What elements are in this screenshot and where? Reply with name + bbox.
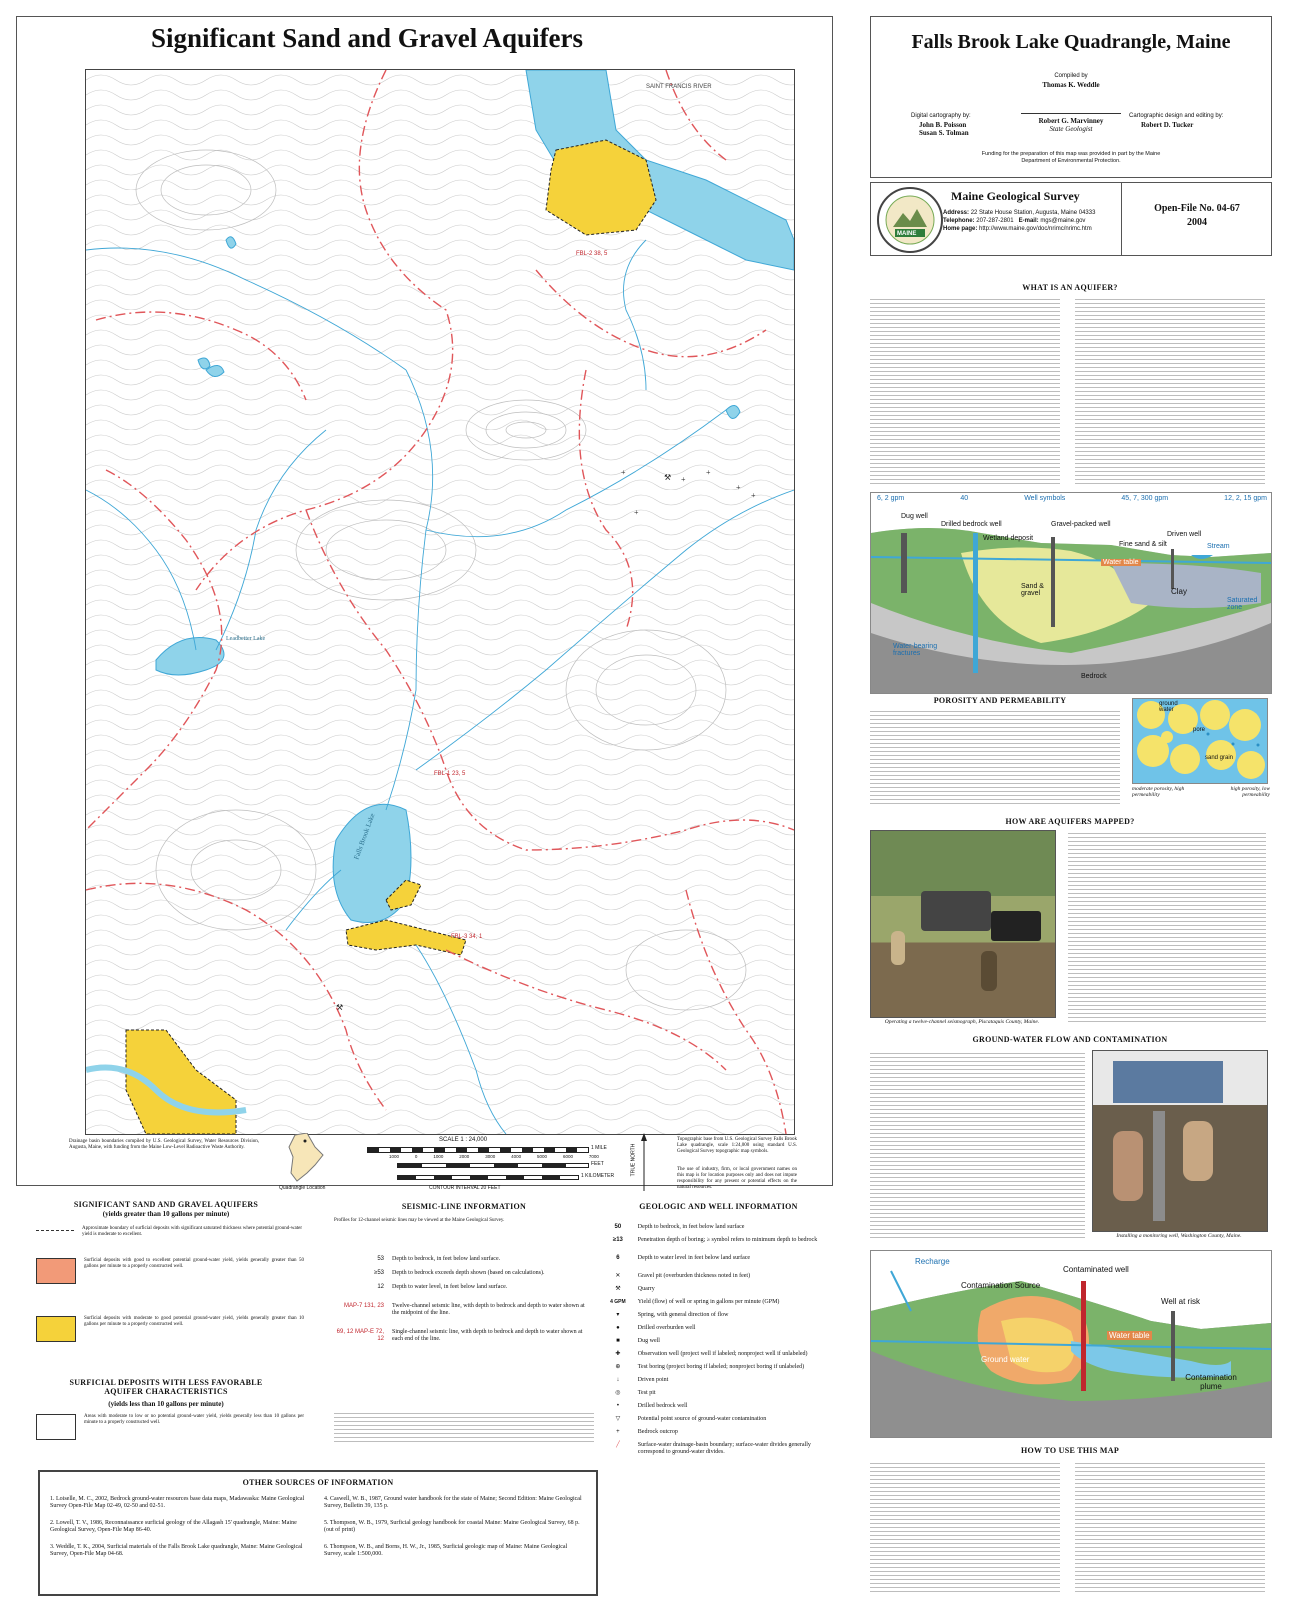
label-plume: Contamination plume <box>1185 1373 1237 1391</box>
section-seismic: SEISMIC-LINE INFORMATION <box>401 1202 527 1211</box>
map-panel <box>16 16 833 1191</box>
label-recharge: Recharge <box>915 1257 950 1266</box>
white-swatch <box>36 1414 76 1440</box>
label-sand-grain: sand grain <box>1205 755 1234 761</box>
sources-left: 1. Loiselle, M. C., 2002, Bedrock ground-water resources base data maps, Madawaska: Maine Geological Survey Open-File Map 02-49, 02-50 and 02-51. 2. Lowell, T. V., 1986, Reconnaissance surficial geology of the Allagash 15' quadrangle, Maine: Maine Geological Survey, Open-File Map 86-40. 3. Weddle, T. K., 2004, Surficial materials of the Falls Brook Lake quadrangle, Maine: Maine Geological Survey, Open-File Map 04-68. <box>50 1496 305 1557</box>
scale-mile-label: 1 MILE <box>591 1145 607 1151</box>
funding-note: Funding for the preparation of this map was provided in part by the Maine Department of Environmental Protection. <box>981 151 1161 164</box>
legend-subtitle: (yields greater than 10 gallons per minute) <box>102 1210 230 1218</box>
section-use: HOW TO USE THIS MAP <box>1020 1446 1120 1455</box>
scale-title: SCALE 1 : 24,000 <box>439 1137 488 1143</box>
label-fine-sand: Fine sand & silt <box>1119 541 1167 548</box>
legend-subtitle-2: (yields less than 10 gallons per minute) <box>108 1400 224 1408</box>
scale-bar-km <box>397 1175 579 1180</box>
yellow-swatch <box>36 1316 76 1342</box>
seismic-rows: 53 Depth to bedrock, in feet below land surface. ≥53 Depth to bedrock exceeds depth shown (based on calculations). 12 Depth to water level, in feet below land surface. MAP-7 131, 23 Twelve-channel seismic line, with depth to bedrock and depth to water shown at the midpoint of the line. 69, 12 MAP-E 72, 12 Single-channel seismic line, with depth to bedrock and depth to water shown at each end of the line. <box>336 1256 585 1342</box>
section-other: OTHER SOURCES OF INFORMATION <box>242 1478 394 1487</box>
well-symbols-line: 6, 2 gpm 40 Well symbols 45, 7, 300 gpm 12, 2, 15 gpm <box>877 495 1267 502</box>
well-fbl2: FBL-2 38, 5 <box>576 251 608 257</box>
label-ground-water: ground water <box>1159 701 1178 713</box>
legend-panel <box>16 1196 831 1596</box>
quadrangle-location-map <box>285 1133 325 1188</box>
drainage-credit: Drainage basin boundaries compiled by U.S. Geological Survey, Water Resources Division, Augusta, Maine, with funding from the Maine Low-Level Radioactive Waste Authority. <box>69 1139 259 1150</box>
label-drilled-bedrock: Drilled bedrock well <box>941 521 1002 528</box>
legend-white: Areas with moderate to low or no potential ground-water yield, yields generally less than 10 gallons per minute to a properly constructed well. <box>36 1414 306 1440</box>
label-contaminated-well: Contaminated well <box>1063 1265 1129 1274</box>
boundary-line-icon <box>36 1230 74 1231</box>
well-fbl1: FBL-1 23, 5 <box>434 771 466 777</box>
carto-name: Robert D. Tucker <box>1141 121 1194 129</box>
digital-1: John B. Poisson <box>919 121 967 129</box>
label-saturated: Saturated zone <box>1227 597 1258 611</box>
label-dug-well: Dug well <box>901 513 928 520</box>
geologic-rows: 50 Depth to bedrock, in feet below land surface ≥13 Penetration depth of boring; ≥ symbol refers to minimum depth to bedrock 6 Depth to water level in feet below land surface ✕ Gravel pit (overburden thickness noted in feet) ⚒ Quarry 4 GPM Yield (flow) of well or spring in gallons per minute (GPM) ▾ Spring, with general direction of flow ● Drilled overburden well ■ Dug well ✚ Observation well (project well if labeled; nonproject well if unlabeled) ⊕ Test boring (project boring if labeled; nonproject boring if unlabeled) ↓ Driven point ◎ Test pit • Drilled bedrock well ▽ Potential point source of ground-water contamination + Bedrock outcrop ╱ Surface-water drainage-basin boundary; surface-water divides generally correspond to ground-water divides. <box>610 1224 818 1455</box>
svg-text:+: + <box>736 483 741 492</box>
industry-disclaimer: The use of industry, firm, or local government names on this map is for location purposes only and does not impute responsibility for any present or potential effects on the natural resources. <box>677 1167 797 1190</box>
seismograph-photo[interactable] <box>870 830 1056 1018</box>
label-wetland: Wetland deposit <box>983 535 1034 542</box>
scale-feet-label: FEET <box>591 1161 604 1167</box>
geologist-title: State Geologist <box>1049 125 1093 133</box>
label-contamination-source: Contamination Source <box>961 1281 1041 1290</box>
digital-label: Digital cartography by: <box>911 113 971 119</box>
porosity-text <box>870 708 1120 804</box>
caption-high: high porosity, low permeability <box>1230 786 1270 798</box>
label-bedrock: Bedrock <box>1081 673 1107 680</box>
state-seal-icon <box>877 187 943 253</box>
label-well-at-risk: Well at risk <box>1161 1297 1200 1306</box>
orange-swatch <box>36 1258 76 1284</box>
top-label: SAINT FRANCIS RIVER <box>646 84 712 90</box>
label-stream: Stream <box>1207 543 1230 550</box>
monitoring-well-caption: Installing a monitoring well, Washington County, Maine. <box>1116 1233 1242 1239</box>
location-caption: Quadrangle Location <box>279 1185 326 1191</box>
topographic-map[interactable] <box>85 69 795 1135</box>
seismograph-caption: Operating a twelve-channel seismograph, Piscataquis County, Maine. <box>884 1019 1040 1025</box>
topographic-credit: Topographic base from U.S. Geological Survey Falls Brook Lake quadrangle, scale 1:24,000 using standard U.S. Geological Survey topographic map symbols. <box>677 1137 797 1154</box>
label-ground-water-2: Ground water <box>981 1355 1030 1364</box>
label-driven-well: Driven well <box>1167 531 1202 538</box>
svg-text:+: + <box>751 491 756 500</box>
compiler: Thomas K. Weddle <box>1042 81 1100 89</box>
section-porosity: POROSITY AND PERMEABILITY <box>933 696 1067 705</box>
survey-name: Maine Geological Survey <box>951 189 1080 203</box>
label-water-table: Water table <box>1103 559 1139 566</box>
what-text-right <box>1075 296 1265 484</box>
scale-bar-feet <box>397 1163 589 1168</box>
label-sand-gravel: Sand & gravel <box>1021 583 1044 597</box>
quad-title: Falls Brook Lake Quadrangle, Maine <box>911 31 1231 53</box>
scale-bar-mile <box>367 1147 589 1153</box>
map-title: Significant Sand and Gravel Aquifers <box>150 23 584 53</box>
other-sources-box <box>38 1470 598 1596</box>
digital-2: Susan S. Tolman <box>919 129 969 137</box>
label-clay: Clay <box>1171 587 1188 596</box>
well-fbl3: FBL-3 34, 1 <box>451 934 483 940</box>
what-text-left <box>870 296 1060 484</box>
svg-text:+: + <box>706 468 711 477</box>
label-gravel-packed: Gravel-packed well <box>1051 521 1111 528</box>
monitoring-well-photo[interactable] <box>1092 1050 1268 1232</box>
flow-text <box>870 1050 1085 1238</box>
seismic-note <box>334 1410 594 1444</box>
falls-brook-lake-label: Falls Brook Lake <box>352 812 377 861</box>
contact-info: Address: 22 State House Station, Augusta, Maine 04333 Telephone: 207-287-2801 E-mail: mgs@maine.gov Home page: http://www.maine.gov/doc/nrimc/nrimc.htm <box>943 210 1096 232</box>
contour-interval: CONTOUR INTERVAL 20 FEET <box>429 1185 501 1191</box>
open-file-year: 2004 <box>1187 217 1207 228</box>
legend-boundary: Approximate boundary of surficial deposits with significant saturated thickness where potential ground-water yield is moderate to excellent. <box>36 1226 306 1238</box>
open-file-number: Open-File No. 04-67 <box>1154 203 1240 214</box>
sources-right: 4. Caswell, W. B., 1987, Ground water handbook for the state of Maine; Second Edition: Maine Geological Survey, Bulletin 39, 135 p. 5. Thompson, W. B., 1979, Surficial geology handbook for coastal Maine: Maine Geological Survey, 68 p. (out of print) 6. Thompson, W. B., and Borns, H. W., Jr., 1985, Surficial geologic map of Maine: Maine Geological Survey, scale 1:500,000. <box>324 1496 582 1557</box>
seismic-intro: Profiles for 12-channel seismic lines may be viewed at the Maine Geological Survey. <box>334 1218 505 1223</box>
section-what: WHAT IS AN AQUIFER? <box>1022 283 1118 292</box>
contamination-diagram <box>870 1250 1272 1438</box>
right-panel <box>870 16 1275 1600</box>
map-svg <box>86 70 794 1134</box>
mapped-text <box>1068 830 1266 1025</box>
aquifer-cross-section <box>870 492 1272 694</box>
use-text-right <box>1075 1460 1265 1592</box>
north-arrow-icon <box>639 1133 649 1193</box>
svg-text:⚒: ⚒ <box>664 473 672 482</box>
svg-text:+: + <box>681 475 686 484</box>
label-pore: pore <box>1193 727 1206 733</box>
section-flow: GROUND-WATER FLOW AND CONTAMINATION <box>972 1035 1168 1044</box>
compiled-by-label: Compiled by <box>1054 73 1088 79</box>
scale-ticks: 1000 0 1000 2000 3000 4000 5000 6000 7000 <box>389 1154 599 1159</box>
carto-label: Cartographic design and editing by: <box>1129 113 1224 119</box>
legend-orange: Surficial deposits with good to excellent potential ground-water yield, yields generally greater than 50 gallons per minute to a properly constructed well. <box>36 1258 306 1284</box>
geologist: Robert G. Marvinney <box>1021 113 1121 125</box>
leadbetter-label: Leadbetter Lake <box>226 636 266 642</box>
svg-text:⚒: ⚒ <box>336 1003 344 1012</box>
title-block <box>870 16 1272 178</box>
svg-text:+: + <box>634 508 639 517</box>
label-fractures: Water-bearing fractures <box>893 643 938 657</box>
north-label: TRUE NORTH <box>630 1143 637 1177</box>
porosity-diagram <box>1132 698 1268 784</box>
home-page-link[interactable]: http://www.maine.gov/doc/nrimc/nrimc.htm <box>979 226 1092 232</box>
seal-text: MAINE <box>897 231 917 237</box>
legend-yellow: Surficial deposits with moderate to good potential ground-water yield, yields generally greater than 10 gallons per minute to a properly constructed well. <box>36 1316 306 1342</box>
scale-km-label: 1 KILOMETER <box>581 1173 615 1179</box>
use-text-left <box>870 1460 1060 1592</box>
legend-title-2: SURFICIAL DEPOSITS WITH LESS FAVORABLE AQUIFER CHARACTERISTICS <box>69 1378 263 1396</box>
section-mapped: HOW ARE AQUIFERS MAPPED? <box>1005 817 1135 826</box>
survey-block <box>870 182 1272 256</box>
legend-title: SIGNIFICANT SAND AND GRAVEL AQUIFERS <box>73 1200 259 1209</box>
caption-moderate: moderate porosity, high permeability <box>1132 786 1185 798</box>
svg-text:+: + <box>621 468 626 477</box>
label-water-table-2: Water table <box>1109 1331 1150 1340</box>
section-geologic: GEOLOGIC AND WELL INFORMATION <box>639 1202 798 1211</box>
